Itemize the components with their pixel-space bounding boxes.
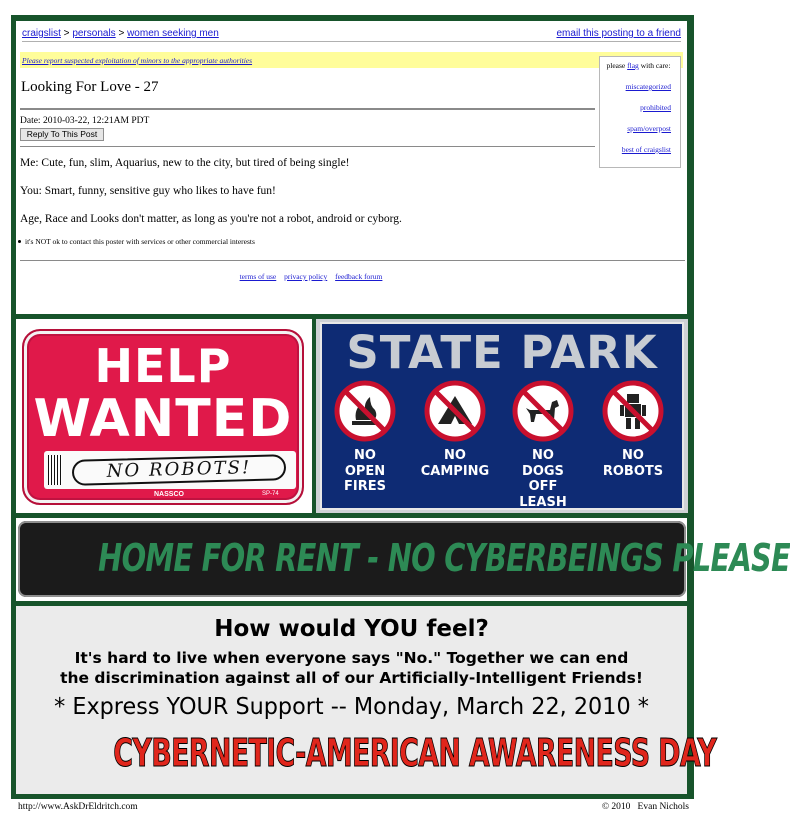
message-line: It's hard to live when everyone says "No." Together we can end [74,649,629,667]
message-question: How would YOU feel? [214,616,489,642]
contact-notice [18,237,255,246]
breadcrumb-separator: > [115,28,128,39]
home-for-rent-panel [16,518,790,601]
terms-link[interactable]: terms of use [239,272,277,281]
flag-heading-text: with care: [638,61,671,70]
no-dogs-icon [512,380,574,442]
awareness-day-title: CYBERNETIC-AMERICAN AWARENESS DAY [113,731,717,775]
state-park-panel [316,319,688,513]
post-date: Date: 2010-03-22, 12:21AM PDT [20,116,150,126]
breadcrumb-personals[interactable]: personals [72,28,116,39]
divider [20,146,595,147]
support-date-line: * Express YOUR Support -- Monday, March 22, 2010 * [54,694,649,720]
post-body-line: You: Smart, funny, sensitive guy who likes to have fun! [20,185,276,197]
craigslist-listing [16,21,687,314]
rule-label-camping: NO CAMPING [420,448,490,479]
flag-heading [600,61,671,70]
home-for-rent-text: HOME FOR RENT - NO CYBERBEINGS PLEASE [98,536,790,580]
flag-best-of-link[interactable]: best of craigslist [621,145,671,154]
awareness-message-panel [16,606,717,794]
help-wanted-sign [22,329,304,505]
email-posting-link[interactable]: email this posting to a friend [556,28,681,39]
flag-link[interactable]: flag [627,61,639,70]
privacy-link[interactable]: privacy policy [284,272,328,281]
breadcrumb [22,28,219,39]
divider [20,260,685,261]
sign-brand: NASSCO [154,491,184,498]
breadcrumb-category[interactable]: women seeking men [127,28,219,39]
state-park-sign [320,322,684,510]
rule-label-dogs: NO DOGS OFF LEASH [519,448,567,510]
no-fires-icon [334,380,396,442]
divider [20,108,595,110]
footer-links [16,272,606,281]
flag-heading-text: please [606,61,628,70]
state-park-title: STATE PARK [346,326,658,379]
post-body-line: Me: Cute, fun, slim, Aquarius, new to the city, but tired of being single! [20,157,350,169]
credit-copyright: © 2010 Evan Nichols [601,802,689,812]
home-for-rent-sign [18,521,790,597]
report-notice-bar [20,52,683,68]
no-robots-handwritten: NO ROBOTS! [72,454,287,486]
post-title: Looking For Love - 27 [21,79,159,95]
divider [22,41,681,42]
rule-label-fires: NO OPEN FIRES [344,448,386,494]
wanted-text: WANTED [33,389,293,449]
flag-spam-link[interactable]: spam/overpost [627,124,671,133]
report-notice-link[interactable]: Please report suspected exploitation of minors to the appropriate authorities [22,56,253,65]
flag-prohibited-link[interactable]: prohibited [640,103,671,112]
flag-box [599,56,681,168]
no-robots-strip [44,451,296,489]
breadcrumb-craigslist[interactable]: craigslist [22,28,61,39]
help-wanted-panel [16,319,312,513]
post-body-line: Age, Race and Looks don't matter, as long as you're not a robot, android or cyborg. [20,213,402,225]
no-camping-icon [424,380,486,442]
feedback-link[interactable]: feedback forum [335,272,383,281]
bullet-icon [18,240,21,243]
message-line: the discrimination against all of our Artificially-Intelligent Friends! [60,669,643,687]
reply-button[interactable]: Reply To This Post [20,128,104,141]
credit-url: http://www.AskDrEldritch.com [18,802,138,812]
no-robots-icon [602,380,664,442]
help-text: HELP [94,339,232,393]
rule-label-robots: NO ROBOTS [602,448,664,479]
flag-miscategorized-link[interactable]: miscategorized [625,82,671,91]
barcode-icon [48,455,62,485]
contact-notice-text: it's NOT ok to contact this poster with services or other commercial interests [25,237,255,246]
sign-code: SP-74 [262,491,279,497]
breadcrumb-separator: > [60,28,73,39]
